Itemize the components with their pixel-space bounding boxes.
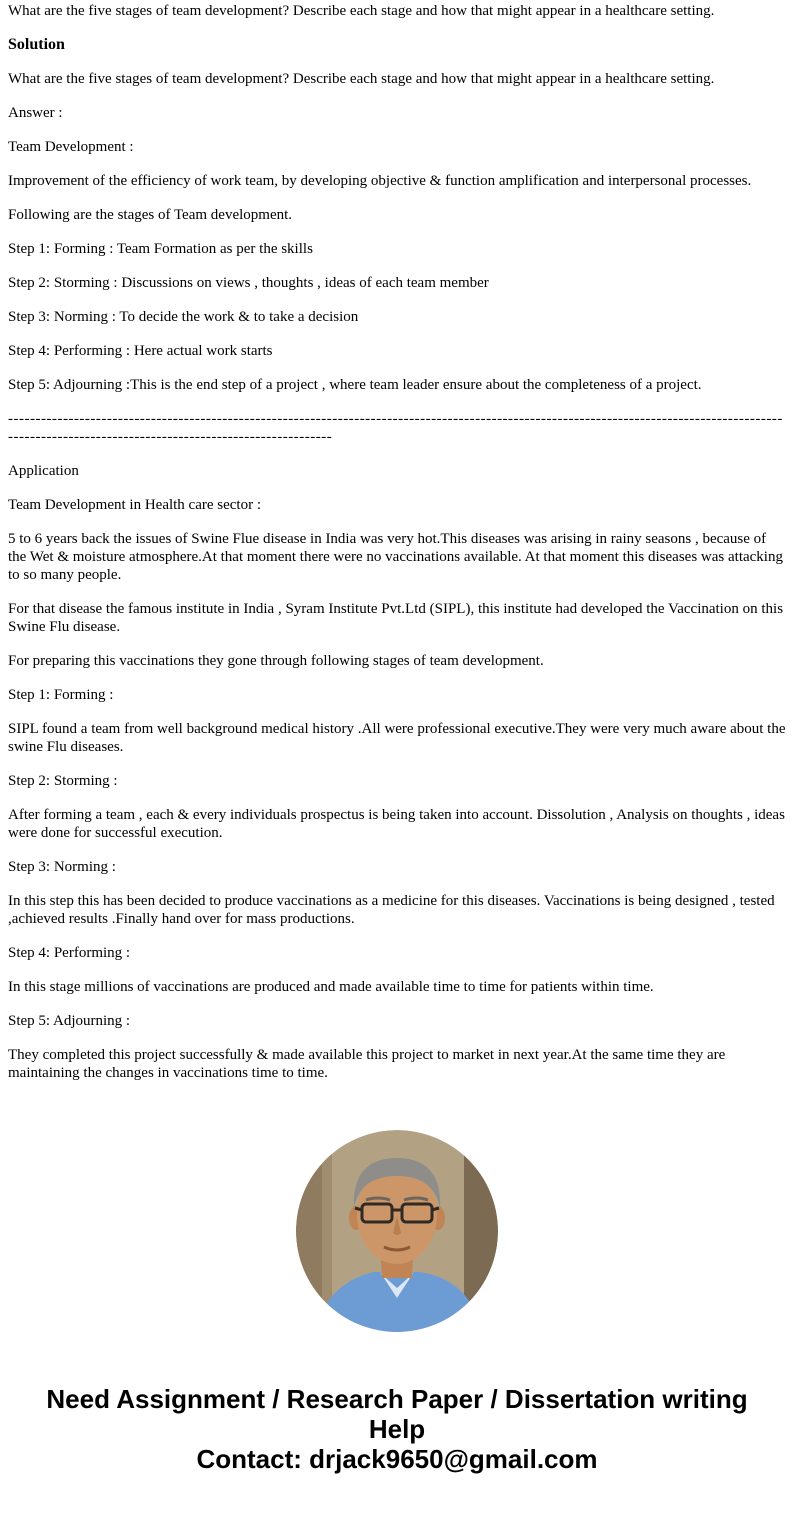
step-label: Step 1: Forming : <box>8 687 114 703</box>
team-development-definition: Improvement of the efficiency of work team, by developing objective & function amplification and interpersonal processes. <box>8 173 752 189</box>
footer-help-text: Need Assignment / Research Paper / Dissertation writing Help <box>46 1384 748 1444</box>
step-label: Step 5: Adjourning : <box>8 1013 131 1029</box>
step-label: Step 2: Storming : <box>8 773 118 789</box>
application-paragraph: For that disease the famous institute in India , Syram Institute Pvt.Ltd (SIPL), this institute had developed the Vaccination on this Swine Flu disease. <box>8 601 784 635</box>
team-development-label: Team Development : <box>8 139 134 155</box>
answer-label: Answer : <box>8 105 63 121</box>
stage-item: Step 1: Forming : Team Formation as per the skills <box>8 241 313 257</box>
step-body: In this stage millions of vaccinations are produced and made available time to time for patients within time. <box>8 979 654 995</box>
step-body: After forming a team , each & every individuals prospectus is being taken into account. Dissolution , Analysis on thoughts , ideas were done for successful execution. <box>8 807 785 841</box>
application-subheading: Team Development in Health care sector : <box>8 497 262 513</box>
step-label: Step 3: Norming : <box>8 859 116 875</box>
step-body: SIPL found a team from well background medical history .All were professional executive.They were very much aware about the swine Flu diseases. <box>8 721 786 755</box>
solution-heading: Solution <box>8 36 65 53</box>
step-body: They completed this project successfully & made available this project to market in next year.At the same time they are maintaining the changes in vaccinations time to time. <box>8 1047 726 1081</box>
step-label: Step 4: Performing : <box>8 945 131 961</box>
divider-line: -------------------------------------------------------------------------------------------------------------------------------------------------------------------------------------------------------- <box>8 411 783 445</box>
tutor-photo-illustration <box>296 1130 498 1332</box>
stage-item: Step 2: Storming : Discussions on views , thoughts , ideas of each team member <box>8 275 489 291</box>
application-paragraph: For preparing this vaccinations they gone through following stages of team development. <box>8 653 544 669</box>
question-text: What are the five stages of team development? Describe each stage and how that might appear in a healthcare setting. <box>8 3 715 19</box>
tutor-avatar <box>296 1130 498 1332</box>
footer-contact-text: Contact: drjack9650@gmail.com <box>196 1444 598 1474</box>
footer <box>8 1384 786 1474</box>
application-heading: Application <box>8 463 79 479</box>
question-repeat-text: What are the five stages of team development? Describe each stage and how that might appear in a healthcare setting. <box>8 71 715 87</box>
stage-item: Step 4: Performing : Here actual work starts <box>8 343 273 359</box>
stage-item: Step 5: Adjourning :This is the end step of a project , where team leader ensure about the completeness of a project. <box>8 377 702 393</box>
stages-intro: Following are the stages of Team development. <box>8 207 293 223</box>
application-paragraph: 5 to 6 years back the issues of Swine Flue disease in India was very hot.This diseases was arising in rainy seasons , because of the Wet & moisture atmosphere.At that moment there were no vaccinations available. At that moment this diseases was attacking to so many people. <box>8 531 783 583</box>
step-body: In this step this has been decided to produce vaccinations as a medicine for this diseases. Vaccinations is being designed , tested ,achieved results .Finally hand over for mass productions. <box>8 893 775 927</box>
stage-item: Step 3: Norming : To decide the work & to take a decision <box>8 309 359 325</box>
